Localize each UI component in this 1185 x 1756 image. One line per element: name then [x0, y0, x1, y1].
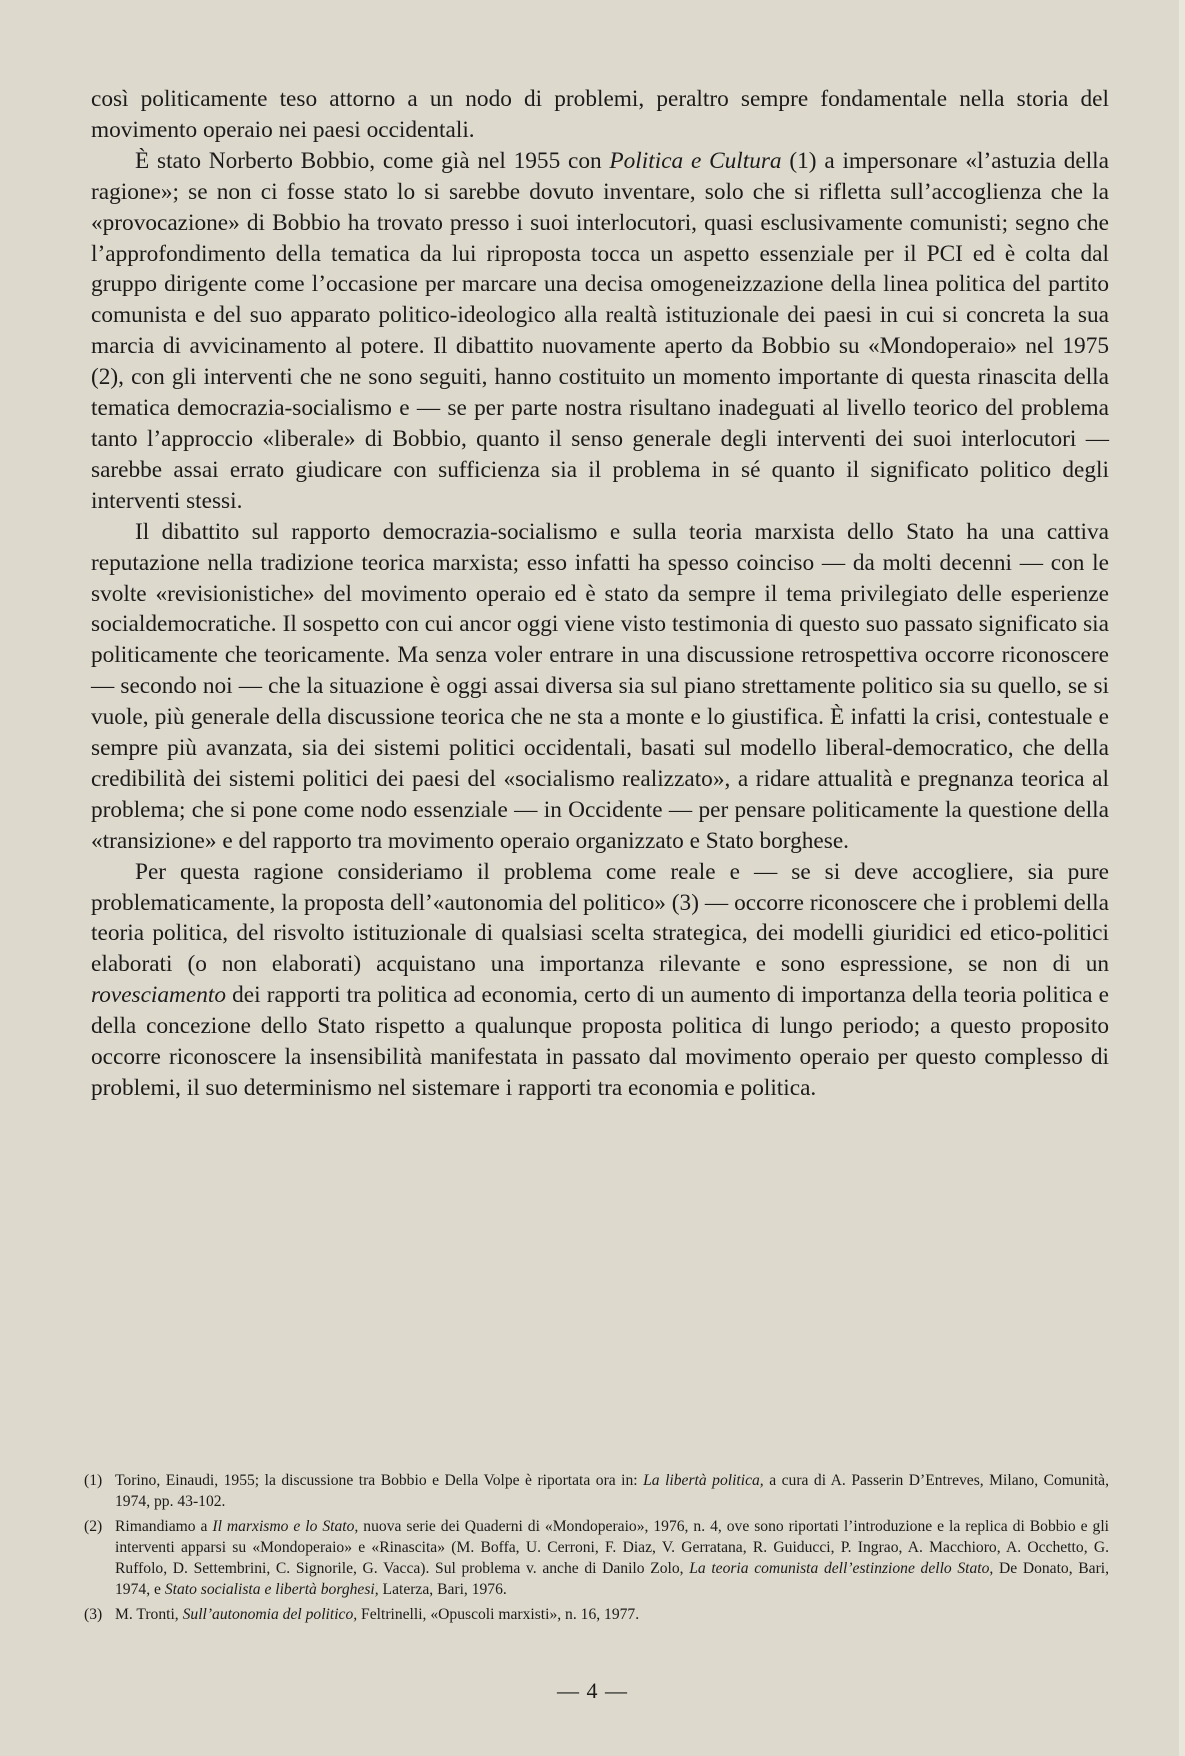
text-run: dei rapporti tra politica ad economia, certo di un aumento di importanza della teoria politica e della concezione dello Stato rispetto a qualunque proposta politica di lungo periodo; a questo proposito occorre riconoscere la insensibilità manifestata in passato dal movimento operaio per questo complesso di problemi, il suo determinismo nel sistemare i rapporti tra economia e politica.	[91, 982, 1109, 1101]
text-run: Laterza, Bari, 1976.	[378, 1581, 507, 1598]
paragraph	[91, 857, 1109, 1104]
text-run: Il dibattito sul rapporto democrazia-socialismo e sulla teoria marxista dello Stato ha una cattiva reputazione nella tradizione teorica marxista; esso infatti ha spesso coinciso — da molti decenni — con le svolte «revisionistiche» del movimento operaio ed è stato da sempre il tema privilegiato delle esperienze socialdemocratiche. Il sospetto con cui ancor oggi viene visto testimonia di questo suo passato significato sia politicamente che teoricamente. Ma senza voler entrare in una discussione retrospettiva occorre riconoscere — secondo noi — che la situazione è oggi assai diversa sia sul piano strettamente politico sia su quello, se si vuole, più generale della discussione teorica che ne sta a monte e lo giustifica. È infatti la crisi, contestuale e sempre più avanzata, sia dei sistemi politici occidentali, basati sul modello liberal-democratico, che della credibilità dei sistemi politici dei paesi del «socialismo realizzato», a ridare attualità e pregnanza teorica al problema; che si pone come nodo essenziale — in Occidente — per pensare politicamente la questione della «transizione» e del rapporto tra movimento operaio organizzato e Stato borghese.	[91, 518, 1109, 854]
footnotes	[84, 1470, 1109, 1629]
text-run: Per questa ragione consideriamo il problema come reale e — se si deve accogliere, sia pure problematicamente, la proposta dell’«autonomia del politico» (3) — occorre riconoscere che i problemi della teoria politica, del risvolto istituzionale di qualsiasi scelta strategica, dei modelli giuridici ed etico-politici elaborati (o non elaborati) acquistano una importanza rilevante e sono espressione, se non di un	[91, 858, 1109, 978]
text-run: a cura di A. Passerin D’Entreves, Milano, Comunità, 1974, pp. 43-102.	[115, 1472, 1110, 1510]
footnote-number: (2)	[84, 1518, 103, 1535]
footnote	[84, 1604, 1109, 1625]
text-run: (1) a impersonare «l’astuzia della ragione»; se non ci fosse stato lo si sarebbe dovuto inventare, solo che si rifletta sull’accoglienza che la «provocazione» di Bobbio ha trovato presso i suoi interlocutori, quasi esclusivamente comunisti; segno che l’approfondimento della tematica da lui riproposta tocca un aspetto essenziale per il PCI ed è colta dal gruppo dirigente come l’occasione per marcare una decisa omogeneizzazione della linea politica del partito comunista e del suo apparato politico-ideologico alla realtà istituzionale dei paesi in cui si concreta la sua marcia di avvicinamento al potere. Il dibattito nuovamente aperto da Bobbio su «Mondoperaio» nel 1975 (2), con gli interventi che ne sono seguiti, hanno costituito un momento importante di questa rinascita della tematica democrazia-socialismo e — se per parte nostra risultano inadeguati al livello teorico del problema tanto l’approccio «liberale» di Bobbio, quanto il senso generale degli interventi dei suoi interlocutori — sarebbe assai errato giudicare con sufficienza sia il problema in sé quanto il significato politico degli interventi stessi.	[91, 147, 1109, 514]
footnote	[84, 1470, 1109, 1512]
italic-title: Politica e Cultura	[609, 147, 782, 174]
italic-title: La teoria comunista dell’estinzione dello Stato,	[689, 1560, 994, 1577]
paragraph	[91, 146, 1109, 517]
text-run: De Donato, Bari, 1974, e	[115, 1560, 1110, 1598]
paragraph	[91, 84, 1109, 146]
italic-title: La libertà politica,	[643, 1472, 764, 1489]
italic-title: Il marxismo e lo Stato,	[212, 1518, 359, 1535]
footnote	[84, 1516, 1109, 1600]
text-run: È stato Norberto Bobbio, come già nel 1955 con	[135, 147, 610, 174]
text-run: nuova serie dei Quaderni di «Mondoperaio», 1976, n. 4, ove sono riportati l’introduzione e la replica di Bobbio e gli interventi apparsi su «Mondoperaio» e «Rinascita» (M. Boffa, U. Cerroni, F. Diaz, V. Gerratana, R. Guiducci, P. Ingrao, A. Macchioro, A. Occhetto, G. Ruffolo, D. Settembrini, C. Signorile, G. Vacca). Sul problema v. anche di Danilo Zolo,	[115, 1518, 1109, 1577]
footnote-number: (3)	[84, 1606, 103, 1623]
text-run: Torino, Einaudi, 1955; la discussione tra Bobbio e Della Volpe è riportata ora in:	[115, 1472, 644, 1489]
main-text	[91, 84, 1109, 1104]
text-run: Feltrinelli, «Opuscoli marxisti», n. 16, 1977.	[357, 1606, 640, 1623]
italic-title: Sull’autonomia del politico,	[182, 1606, 358, 1623]
text-run: M. Tronti,	[115, 1606, 183, 1623]
italic-title: rovesciamento	[91, 982, 226, 1009]
page-edge	[1179, 0, 1185, 1756]
text-run: così politicamente teso attorno a un nodo di problemi, peraltro sempre fondamentale nella storia del movimento operaio nei paesi occidentali.	[91, 86, 1109, 143]
page-number: — 4 —	[557, 1678, 628, 1703]
paragraph	[91, 517, 1109, 857]
text-run: Rimandiamo a	[115, 1518, 213, 1535]
footnote-number: (1)	[84, 1472, 103, 1489]
italic-title: Stato socialista e libertà borghesi,	[164, 1581, 379, 1598]
